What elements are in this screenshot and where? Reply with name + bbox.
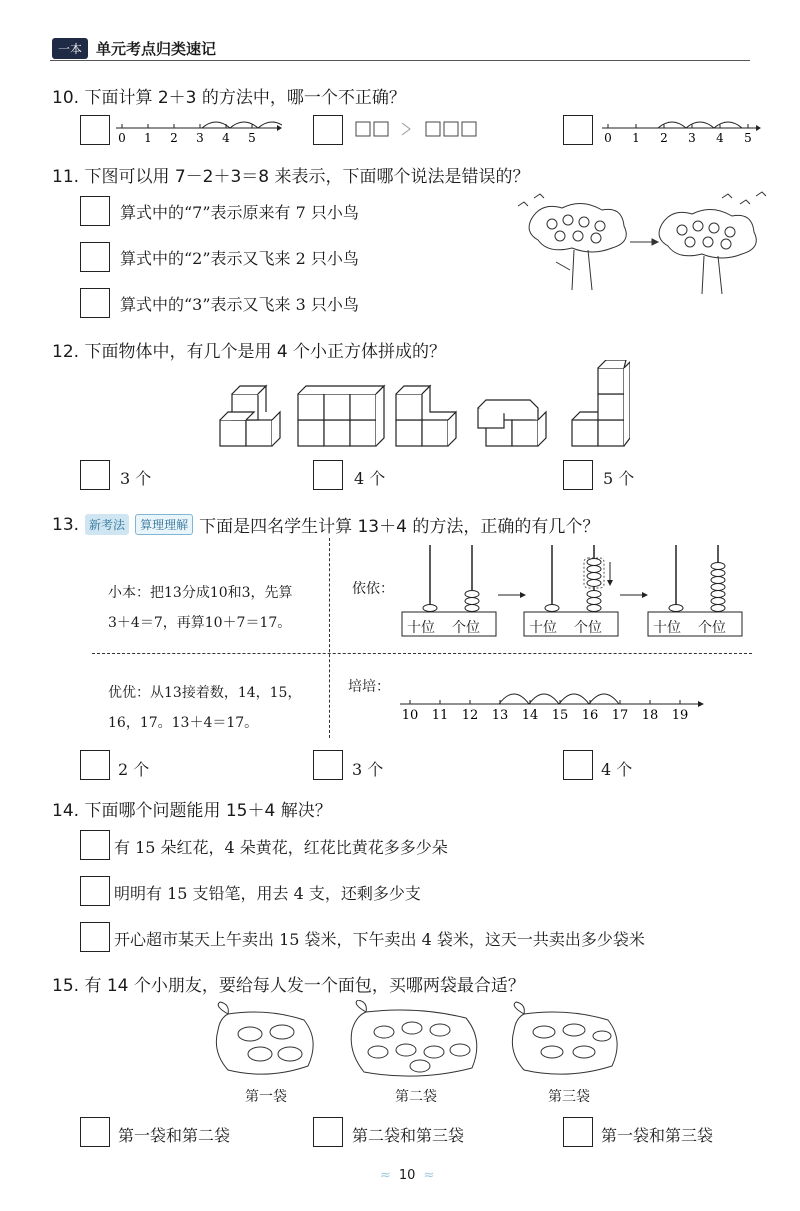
- q13-header: [52, 512, 599, 537]
- q10-squares-figure: [350, 118, 500, 140]
- page-number: 10: [398, 1168, 416, 1183]
- q13-youyou-line2: 16，17。13＋4＝17。: [108, 715, 259, 731]
- q13-answer-box-2[interactable]: [313, 750, 343, 780]
- q13-youyou-method: [108, 678, 301, 738]
- q10a-tick-label: 5: [248, 131, 256, 145]
- bag-2-label: 第二袋: [395, 1089, 437, 1105]
- abacus-1-tens-label: 十位: [407, 620, 435, 636]
- q15-stem: 15. 有 14 个小朋友，要给每人发一个面包，买哪两袋最合适？: [52, 976, 525, 996]
- q11-answer-box-1[interactable]: [80, 196, 110, 226]
- q10-number-line-a: [112, 112, 282, 148]
- cube-figures: [210, 360, 630, 455]
- q13-option-2: 3 个: [352, 760, 384, 779]
- peipei-tick-label: 19: [671, 708, 689, 723]
- q13-xiaoben-line2: 3＋4＝7，再算10＋7＝17。: [108, 615, 292, 631]
- peipei-tick-label: 10: [401, 708, 419, 723]
- q10a-tick-label: 4: [222, 131, 230, 145]
- bag-1-label: 第一袋: [245, 1089, 287, 1105]
- q10a-tick-label: 3: [196, 131, 204, 145]
- q13-answer-box-1[interactable]: [80, 750, 110, 780]
- q10-answer-box-c[interactable]: [563, 115, 593, 145]
- q13-vertical-divider: [329, 538, 330, 738]
- page-footer: [380, 1168, 434, 1183]
- q10a-tick-label: 0: [118, 131, 126, 145]
- q13-horizontal-divider: [92, 653, 752, 654]
- q11-option-1: 算式中的“7”表示原来有 7 只小鸟: [120, 203, 359, 222]
- q10-number-line-c: [598, 112, 763, 148]
- q12-answer-box-3[interactable]: [563, 460, 593, 490]
- q12-answer-box-1[interactable]: [80, 460, 110, 490]
- q13-tag-concept: 算理理解: [135, 514, 193, 535]
- arrow-2: [620, 590, 648, 600]
- q10c-tick-label: 0: [604, 131, 612, 145]
- q12-stem: 12. 下面物体中，有几个是用 4 个小正方体拼成的？: [52, 342, 447, 362]
- footer-ornament-left-icon: ≈: [380, 1168, 391, 1183]
- q11-answer-box-3[interactable]: [80, 288, 110, 318]
- q12-option-2: 4 个: [354, 469, 386, 488]
- header-badge: 一本: [52, 38, 88, 59]
- q13-option-3: 4 个: [601, 760, 633, 779]
- q15-option-1: 第一袋和第二袋: [118, 1126, 231, 1145]
- footer-ornament-right-icon: ≈: [423, 1168, 435, 1183]
- q10c-tick-label: 2: [660, 131, 668, 145]
- q13-peipei-number-line: [398, 676, 708, 726]
- q10-answer-box-b[interactable]: [313, 115, 343, 145]
- peipei-tick-label: 16: [581, 708, 599, 723]
- q11-answer-box-2[interactable]: [80, 242, 110, 272]
- q14-option-2: 明明有 15 支铅笔，用去 4 支，还剩多少支: [114, 884, 421, 903]
- q11-stem: 11. 下图可以用 7－2＋3＝8 来表示，下面哪个说法是错误的？: [52, 167, 530, 187]
- q13-youyou-line1: 优优：从13接着数，14，15，: [108, 685, 302, 701]
- q14-option-1: 有 15 朵红花，4 朵黄花，红花比黄花多多少朵: [114, 838, 448, 857]
- q15-option-3: 第一袋和第三袋: [601, 1126, 714, 1145]
- q13-option-1: 2 个: [118, 760, 150, 779]
- peipei-tick-label: 18: [641, 708, 659, 723]
- abacus-2-tens-label: 十位: [529, 620, 557, 636]
- q10c-tick-label: 4: [716, 131, 724, 145]
- q13-yiyi-label: 依依：: [352, 581, 394, 597]
- peipei-tick-label: 12: [461, 708, 479, 723]
- q14-option-3: 开心超市某天上午卖出 15 袋米，下午卖出 4 袋米，这天一共卖出多少袋米: [114, 930, 645, 949]
- bread-bags-illustration: [208, 1000, 768, 1082]
- abacus-3-ones-label: 个位: [698, 620, 726, 636]
- q13-peipei-label: 培培：: [348, 679, 390, 695]
- peipei-tick-label: 14: [521, 708, 539, 723]
- q13-xiaoben-method: [108, 578, 293, 638]
- q10a-tick-label: 2: [170, 131, 178, 145]
- q10c-tick-label: 5: [744, 131, 752, 145]
- q13-stem: 下面是四名学生计算 13＋4 的方法，正确的有几个？: [199, 517, 600, 537]
- birds-on-tree-illustration: [512, 190, 772, 300]
- peipei-tick-label: 13: [491, 708, 509, 723]
- q14-answer-box-2[interactable]: [80, 876, 110, 906]
- q11-option-3: 算式中的“3”表示又飞来 3 只小鸟: [120, 295, 359, 314]
- q10c-tick-label: 1: [632, 131, 640, 145]
- q14-stem: 14. 下面哪个问题能用 15＋4 解决？: [52, 801, 332, 821]
- q10c-tick-label: 3: [688, 131, 696, 145]
- q15-answer-box-2[interactable]: [313, 1117, 343, 1147]
- page-header: [52, 38, 216, 59]
- q15-option-2: 第二袋和第三袋: [352, 1126, 465, 1145]
- abacus-3-tens-label: 十位: [653, 620, 681, 636]
- q13-number: 13.: [52, 514, 80, 535]
- q13-tag-new: 新考法: [85, 514, 129, 535]
- q14-answer-box-1[interactable]: [80, 830, 110, 860]
- q15-answer-box-1[interactable]: [80, 1117, 110, 1147]
- peipei-tick-label: 15: [551, 708, 569, 723]
- header-divider: [50, 60, 750, 61]
- peipei-tick-label: 11: [431, 708, 449, 723]
- q15-answer-box-3[interactable]: [563, 1117, 593, 1147]
- q12-option-3: 5 个: [603, 469, 635, 488]
- q14-answer-box-3[interactable]: [80, 922, 110, 952]
- q10-stem: 10. 下面计算 2＋3 的方法中，哪一个不正确？: [52, 88, 406, 108]
- q13-xiaoben-line1: 小本：把13分成10和3，先算: [108, 585, 293, 601]
- bag-3-label: 第三袋: [548, 1089, 590, 1105]
- abacus-1-ones-label: 个位: [452, 620, 480, 636]
- q10a-tick-label: 1: [144, 131, 152, 145]
- q12-option-1: 3 个: [120, 469, 152, 488]
- q11-option-2: 算式中的“2”表示又飞来 2 只小鸟: [120, 249, 359, 268]
- q12-answer-box-2[interactable]: [313, 460, 343, 490]
- q10-answer-box-a[interactable]: [80, 115, 110, 145]
- q13-answer-box-3[interactable]: [563, 750, 593, 780]
- peipei-tick-label: 17: [611, 708, 629, 723]
- abacus-2-ones-label: 个位: [574, 620, 602, 636]
- header-title: 单元考点归类速记: [96, 40, 217, 58]
